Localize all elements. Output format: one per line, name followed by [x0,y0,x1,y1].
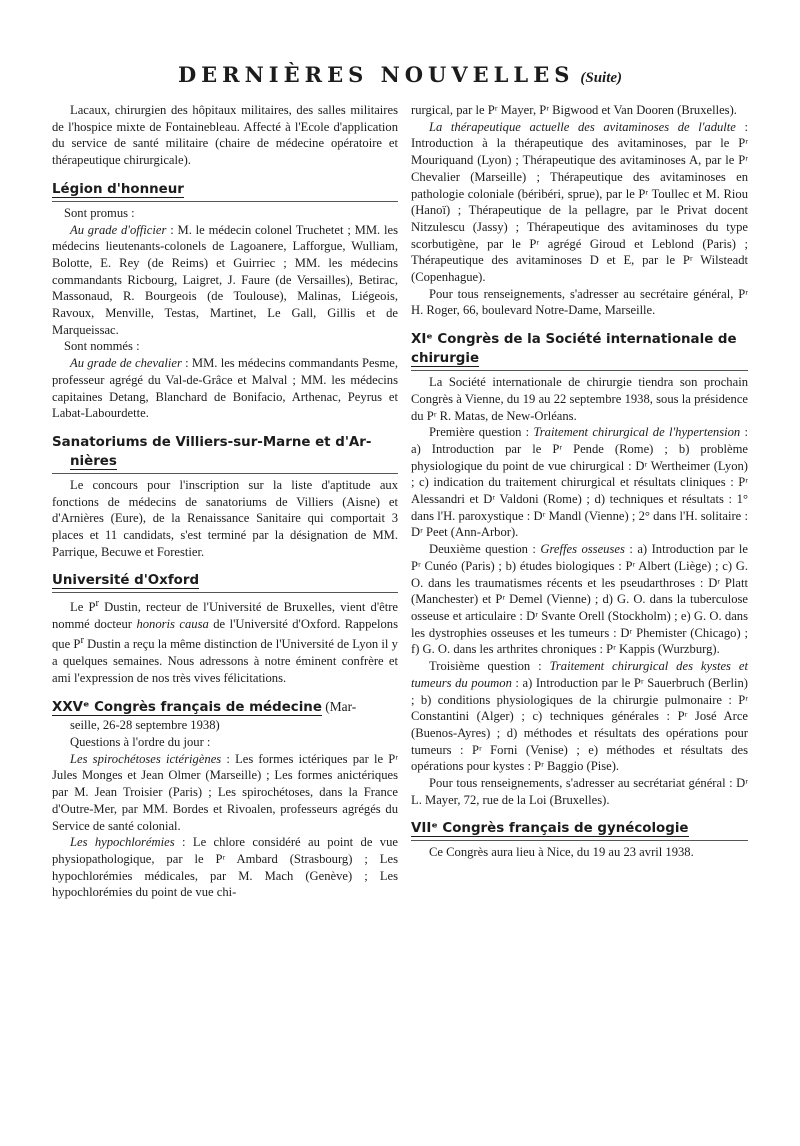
chirurgie-title: XIᵉ Congrès de la Société internationale de chirurgie [411,332,737,367]
legion-divider [52,201,398,202]
officier-text: : M. le médecin colonel Truchetet ; MM. les médecins lieutenants-colonels de Lagoanere, Lafforgue, Wulliam, Bolotte, E. Rey (de Reims) et Guirriec ; MM. les médecins commandants Ricbourg, Laigret, J. Faure (de Versailles), Betirac, Massonaud, R. Bourgeois (de Toulouse), Malinas, Liégeois, Ravoux, Menville, Testas, Martinet, Le Gall, Gillis et de Marqueissac. [52,222,399,337]
medecine-p1: Les spirochétoses ictérigènes : Les formes ictériques par le Pʳ Jules Monges et Jean Olmer (Marseille) ; Les formes anictériques par M. Jean Troisier (Paris) ; Les spirochétoses, dans la France d'Outre-Mer, par MM. Bordes et Rivoalen, professeurs agrégés du Service de santé colonial. [52,751,398,833]
chevalier-label: Au grade de chevalier [70,356,182,371]
right-column [411,102,748,861]
header-title: DERNIÈRES NOUVELLES [177,62,575,87]
legion-nommes: Sont nommés : [64,339,140,354]
chevalier-text: : MM. les médecins commandants Pesme, professeur agrégé du Val-de-Grâce et Malval ; MM. les médecins capitaines Detang, Blanchard de Bonifacio, Arthenac, Peyrus et Labat-Labourdette. [52,356,398,421]
oxford-divider [52,592,398,593]
chirurgie-intro: La Société internationale de chirurgie tiendra son prochain Congrès à Vienne, du 19 au 22 septembre 1938, sous la présidence du Pʳ R. Matas, de New-Orléans. [411,375,748,423]
sanatoriums-paragraph: Le concours pour l'inscription sur la liste d'aptitude aux fonctions de médecins de sanatoriums de Villiers (Aisne) et d'Arnières (Eure), de la Renaissance Sanitaire qui comportait 3 places et 11 candidats, s'est terminé par la désignation de MM. Parrique, Becuwe et Forestier. [52,477,398,559]
avit-continuation: rurgical, par le Pʳ Mayer, Pʳ Bigwood et Van Dooren (Bruxelles). [411,103,737,117]
oxford-paragraph: Le $P^r$ Dustin, recteur de l'Université de Bruxelles, vient d'être nommé docteur honoris causa de l'Université d'Oxford. Rappelons que $P^r$ Dustin a reçu la même distinction de l'Université de Lyon il y a quelques semaines. Nous adressons à notre éminent confrère et ami l'expression de nos très vives félicitations. [52,598,398,685]
oxford-title: Université d'Oxford [52,573,200,589]
left-column [52,102,398,901]
chirurgie-contact: Pour tous renseignements, s'adresser au secrétariat général : Dʳ L. Mayer, 72, rue de la Loi (Bruxelles). [411,776,748,807]
chirurgie-q1: Première question : Traitement chirurgical de l'hypertension : a) Introduction par le Pʳ Pende (Rome) ; b) problème physiologique du point de vue chirurgical : Dʳ Wertheimer (Lyon) ; c) indication du traitement chirurgical et résultats cliniques : Pʳ Alessandri et Dʳ Valdoni (Rome) ; d) techniques et résultats : 1° dans l'H. paroxystique : Dʳ Mandl (Vienne) ; 2° dans l'H. solitaire : Dʳ Peet (Ann-Arbor). [411,425,748,540]
legion-title: Légion d'honneur [52,181,184,197]
gyneco-divider [411,840,748,841]
intro-paragraph: Lacaux, chirurgien des hôpitaux militaires, des salles militaires de l'hospice mixte de Fontainebleau. Affecté à l'Ecole d'application du service de santé militaire (chaire de médecine opératoire et thérapeutique chirurgicale). [52,103,398,168]
header-suite: (Suite) [580,70,623,86]
avit-paragraph: La thérapeutique actuelle des avitaminoses de l'adulte : Introduction à la thérapeutique des avitaminoses, par le Pʳ Mouriquand (Lyon) ; Thérapeutique des avitaminoses A, par le Pʳ Chevalier (Marseille) ; Thérapeutique des avitaminoses en pathologie coloniale (béribéri, sprue), par le Pʳ Toullec et M. Riou (Hanoï) ; Thérapeutique de la pellagre, par le Privat docent Nitzulescu (Jassy) ; Thérapeutique des avitaminoses du type scorbutigène, par le Pʳ agrégé Giroud et Leblond (Paris) ; Thérapeutique des avitaminoses D et E, par le Pʳ Wilsteadt (Copenhague). [411,119,749,285]
legion-officier-paragraph [52,222,398,339]
officier-label: Au grade d'officier [70,222,167,237]
gyneco-title: VIIᵉ Congrès français de gynécologie [411,821,689,837]
gyneco-paragraph: Ce Congrès aura lieu à Nice, du 19 au 23 avril 1938. [429,845,694,860]
medecine-title: XXVᵉ Congrès français de médecine (Mar- [52,699,357,716]
medecine-dates: seille, 26-28 septembre 1938) [70,718,220,733]
medecine-p2: Les hypochlorémies : Le chlore considéré au point de vue physiopathologique, par le Pʳ Ambard (Strasbourg) ; Les hypochlorémies médicales, par M. Mach (Genève) ; Les hypochlorémies du point de vue chi- [52,835,398,900]
chirurgie-q2: Deuxième question : Greffes osseuses : a) Introduction par le Pʳ Cunéo (Paris) ; b) études biologiques : Pʳ Albert (Liège) ; c) G. O. dans les traumatismes récents et les pseudarthroses : Dʳ Platt (Manchester) et Pʳ Demel (Vienne) ; d) G. O. dans la tuberculose osseuse et articulaire : Dʳ Svante Orell (Stockholm) ; e) G. O. dans les dystrophies osseuses et les tumeurs : Dʳ Phemister (Chicago) ; f) G. O. dans les arthrites chroniques : Pʳ Kappis (Wurzburg). [411,542,749,657]
renseignements-paragraph: Pour tous renseignements, s'adresser au secrétaire général, Pʳ H. Roger, 66, boulevard Notre-Dame, Marseille. [411,286,748,318]
sanatoriums-title: Sanatoriums de Villiers-sur-Marne et d'Ar- nières [52,434,372,469]
legion-chevalier-paragraph [52,355,398,422]
chirurgie-divider [411,370,748,371]
page-header [0,62,800,87]
legion-promus: Sont promus : [64,205,135,220]
sanatoriums-divider [52,473,398,474]
medecine-questions: Questions à l'ordre du jour : [70,735,211,750]
chirurgie-q3: Troisième question : Traitement chirurgical des kystes et tumeurs du poumon : a) Introduction par le Pʳ Sauerbruch (Berlin) ; b) conditions physiologiques de la chirurgie pulmonaire : Pʳ Constantini (Alger) ; c) techniques générales : Pʳ José Arce (Buenos-Ayres) ; d) méthodes et résultats des opérations pour tumeurs : Pʳ Forni (Venise) ; e) méthodes et résultats des opérations pour kystes : Pʳ Baggio (Pise). [411,659,748,774]
